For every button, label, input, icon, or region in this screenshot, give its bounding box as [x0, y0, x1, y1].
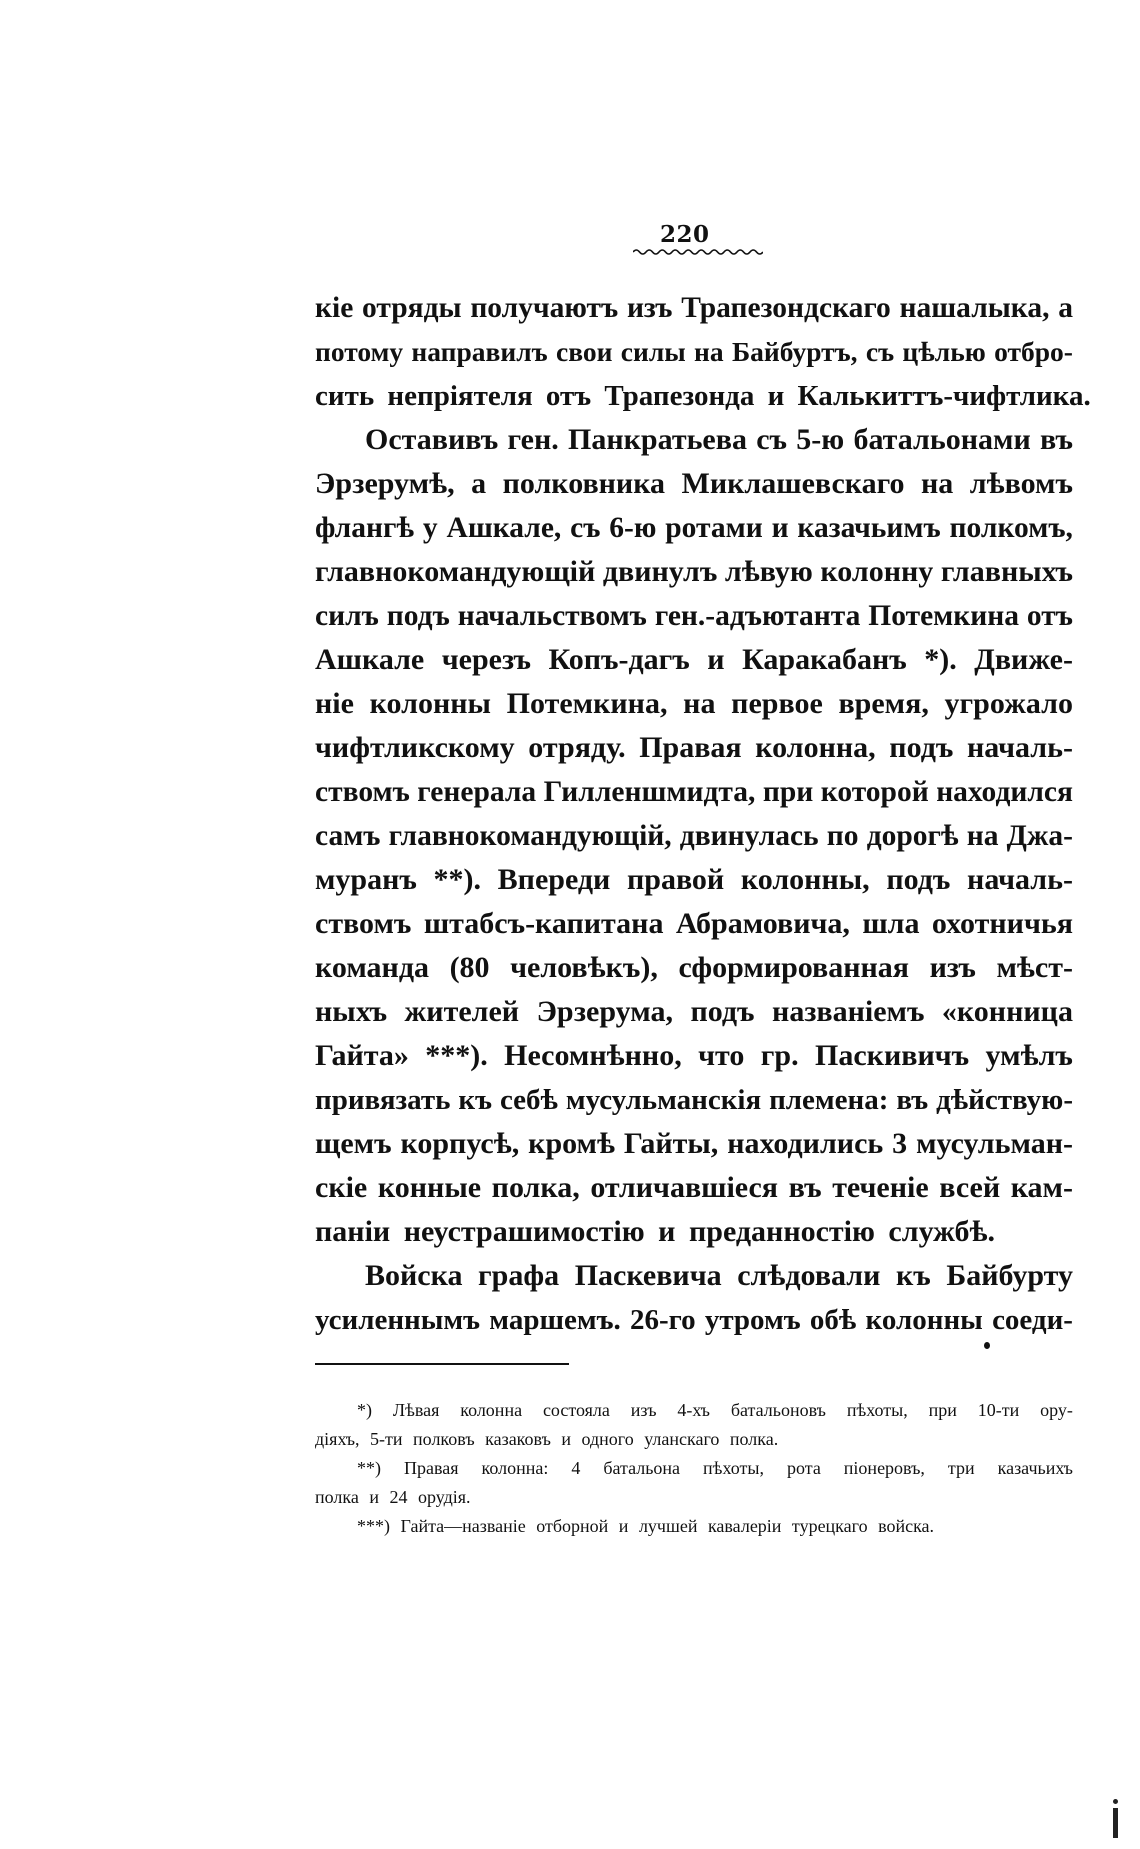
text-line: скіе конные полка, отличавшіеся въ теченіе всей кам- [315, 1171, 1073, 1204]
page-number: 220 [660, 221, 710, 248]
text-line: кіе отряды получаютъ изъ Трапезондскаго нашалыка, а [315, 292, 1073, 324]
text-line: флангѣ у Ашкале, съ 6-ю ротами и казачьимъ полкомъ, [315, 512, 1073, 544]
text-line: команда (80 человѣкъ), сформированная изъ мѣст- [315, 951, 1073, 984]
text-line: Гайта» ***). Несомнѣнно, что гр. Паскивичъ умѣлъ [315, 1039, 1073, 1072]
text-line: Оставивъ ген. Панкратьева съ 5-ю батальонами въ [365, 423, 1073, 456]
text-line: паніи неустрашимостію и преданностію службѣ. [315, 1215, 996, 1248]
text-line: самъ главнокомандующій, двинулась по дорогѣ на Джа- [315, 820, 1073, 852]
footnote-separator [315, 1363, 569, 1365]
footnote-line: полка и 24 орудія. [315, 1487, 471, 1507]
page-number-ornament [633, 248, 763, 256]
text-line: щемъ корпусѣ, кромѣ Гайты, находились 3 мусульман- [315, 1127, 1073, 1160]
footnotes [315, 1396, 1073, 1541]
text-line: ствомъ штабсъ-капитана Абрамовича, шла охотничья [315, 907, 1073, 940]
text-line: ствомъ генерала Гилленшмидта, при которой находился [315, 776, 1073, 808]
text-line: ныхъ жителей Эрзерума, подъ названіемъ «конница [315, 995, 1073, 1028]
text-line: Войска графа Паскевича слѣдовали къ Байбурту [365, 1259, 1073, 1292]
main-text [315, 286, 1091, 1342]
text-line: чифтликскому отряду. Правая колонна, подъ началь- [315, 731, 1073, 764]
text-line: усиленнымъ маршемъ. 26-го утромъ обѣ колонны соеди- [315, 1304, 1073, 1336]
footnote-line: діяхъ, 5-ти полковъ казаковъ и одного уланскаго полка. [315, 1429, 779, 1449]
scan-mark [1113, 1808, 1118, 1838]
text-line: Ашкале черезъ Копъ-дагъ и Каракабанъ *). Движе- [315, 643, 1073, 676]
text-line: главнокомандующій двинулъ лѣвую колонну главныхъ [315, 555, 1073, 588]
text-line: потому направилъ свои силы на Байбуртъ, съ цѣлью отбро- [315, 336, 1073, 367]
text-line: ніе колонны Потемкина, на первое время, угрожало [315, 687, 1073, 720]
text-line: силъ подъ начальствомъ ген.-адъютанта Потемкина отъ [315, 600, 1073, 632]
text-line: привязать къ себѣ мусульманскія племена: въ дѣйствую- [315, 1084, 1073, 1116]
footnote-line: **) Правая колонна: 4 батальона пѣхоты, рота піонеровъ, три казачьихъ [357, 1458, 1073, 1478]
footnote-line: *) Лѣвая колонна состояла изъ 4-хъ батальоновъ пѣхоты, при 10-ти ору- [357, 1400, 1073, 1420]
text-line: муранъ **). Впереди правой колонны, подъ началь- [315, 863, 1073, 896]
print-speck [984, 1342, 990, 1349]
text-line: сить непріятеля отъ Трапезонда и Калькиттъ-чифтлика. [315, 380, 1091, 412]
text-line: Эрзерумѣ, а полковника Миклашевскаго на лѣвомъ [315, 467, 1073, 500]
footnote-line: ***) Гайта—названіе отборной и лучшей кавалеріи турецкаго войска. [357, 1516, 935, 1536]
